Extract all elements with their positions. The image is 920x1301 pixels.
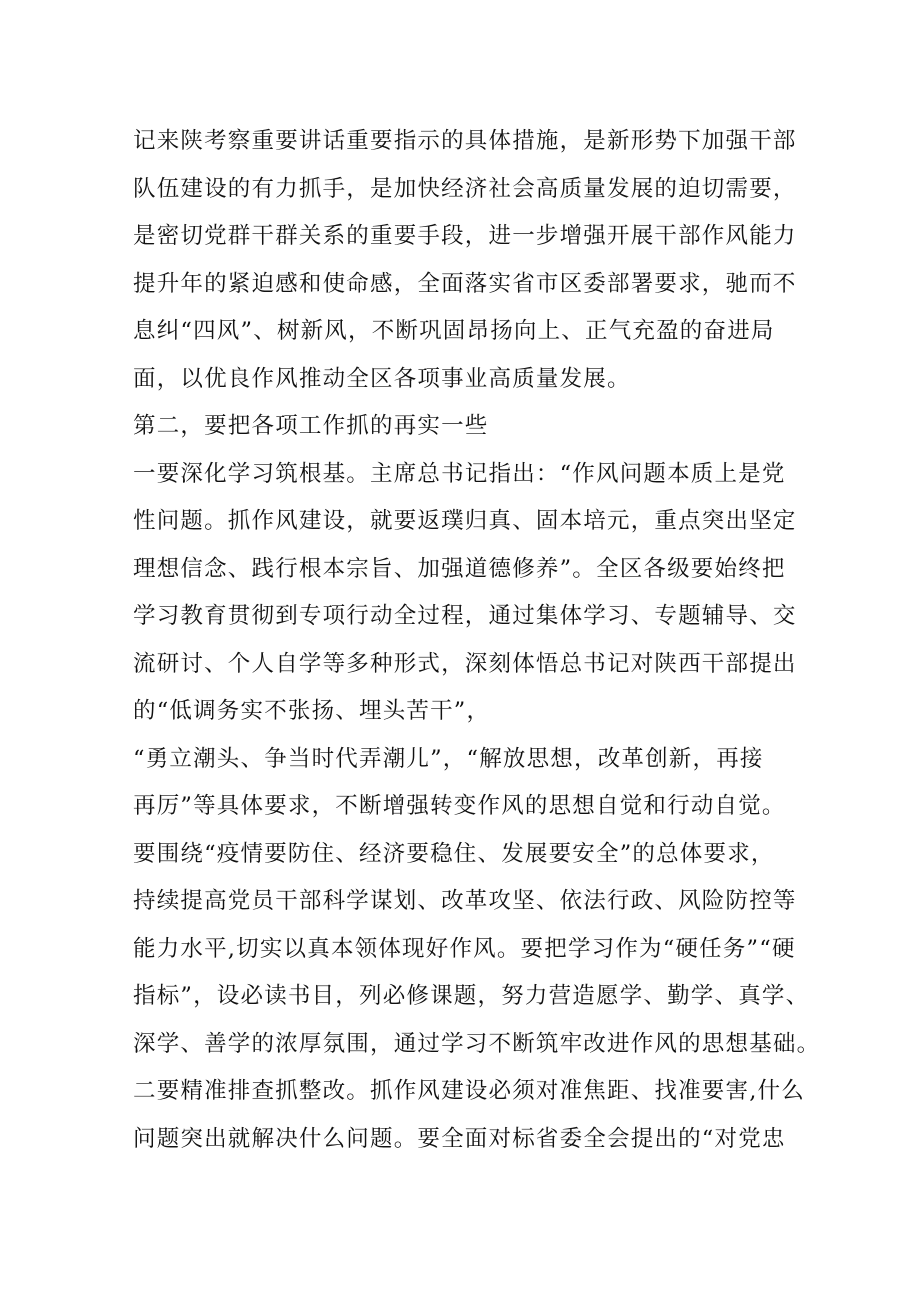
text-line: 问题突出就解决什么问题。要全面对标省委全会提出的“对党忠: [133, 1125, 786, 1152]
text-line: 记来陕考察重要讲话重要指示的具体措施，是新形势下加强干部: [133, 128, 797, 154]
text-line: 提升年的紧迫感和使命感，全面落实省市区委部署要求，驰而不: [133, 270, 797, 297]
text-line: 要围绕“疫情要防住、经济要稳住、发展要安全”的总体要求，: [133, 840, 775, 867]
text-line: 面，以优良作风推动全区各项事业高质量发展。: [133, 365, 631, 392]
text-line: 学习教育贯彻到专项行动全过程，通过集体学习、专题辅导、交: [133, 603, 797, 629]
text-line: 队伍建设的有力抓手，是加快经济社会高质量发展的迫切需要，: [133, 175, 797, 202]
body-text: [133, 118, 821, 1163]
text-line: 深学、善学的浓厚氛围，通过学习不断筑牢改进作风的思想基础。: [133, 1030, 821, 1057]
text-line: 息纠“四风”、树新风，不断巩固昂扬向上、正气充盈的奋进局: [133, 318, 775, 344]
text-line: 理想信念、践行根本宗旨、加强道德修养”。全区各级要始终把: [133, 555, 786, 582]
text-line: 指标”，设必读书目，列必修课题，努力营造愿学、勤学、真学、: [133, 983, 810, 1009]
text-line: 性问题。抓作风建设，就要返璞归真、固本培元，重点突出坚定: [133, 508, 797, 534]
text-line: 持续提高党员干部科学谋划、改革攻坚、依法行政、风险防控等: [133, 888, 797, 914]
text-line: 的“低调务实不张扬、埋头苦干”，: [133, 698, 491, 724]
section-heading: 第二，要把各项工作抓的再实一些: [133, 413, 489, 439]
text-line: “勇立潮头、争当时代弄潮儿”，“解放思想，改革创新，再接: [133, 745, 764, 772]
text-line: 二要精准排查抓整改。抓作风建设必须对准焦距、找准要害,什么: [133, 1078, 805, 1104]
text-line: 流研讨、个人自学等多种形式，深刻体悟总书记对陕西干部提出: [133, 650, 797, 677]
text-line: 再厉”等具体要求，不断增强转变作风的思想自觉和行动自觉。: [133, 793, 786, 819]
text-line: 能力水平,切实以真本领体现好作风。要把学习作为“硬任务”“硬: [133, 935, 796, 962]
text-line: 是密切党群干群关系的重要手段，进一步增强开展干部作风能力: [133, 223, 797, 249]
text-line: 一要深化学习筑根基。主席总书记指出：“作风问题本质上是党: [133, 460, 786, 487]
